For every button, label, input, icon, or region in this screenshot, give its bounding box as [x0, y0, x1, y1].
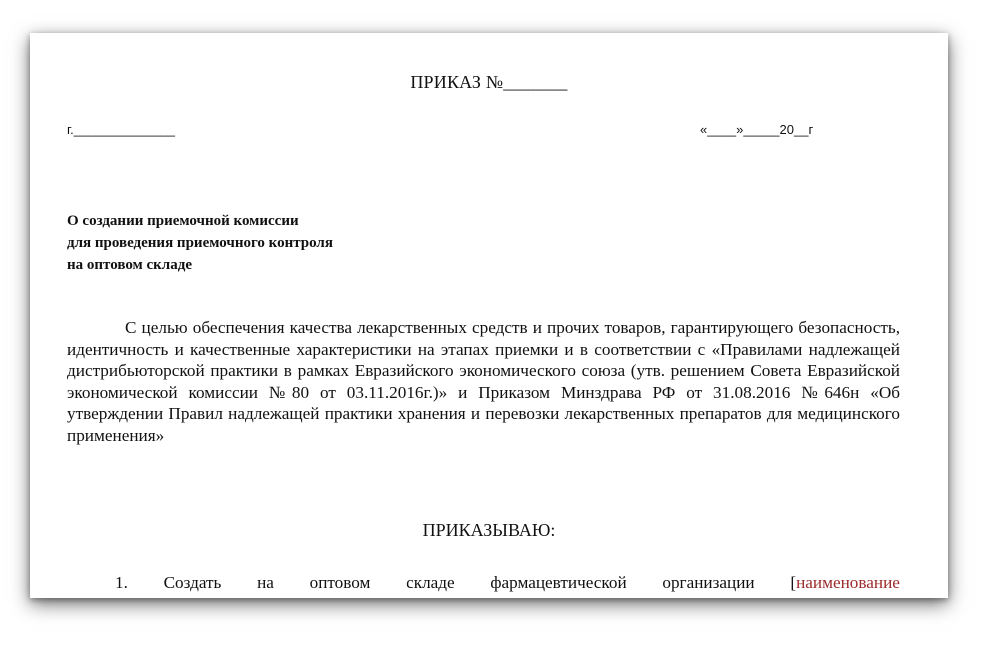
bracket-open: [ — [790, 573, 797, 592]
order-subject — [67, 210, 333, 276]
order-title: ПРИКАЗ №_______ — [410, 72, 568, 92]
item-word: фармацевтической — [490, 573, 627, 592]
date-field: «____»_____20__г — [700, 122, 814, 137]
list-item — [115, 573, 900, 593]
order-heading: ПРИКАЗЫВАЮ: — [422, 520, 556, 540]
city-field: г.______________ — [67, 122, 175, 137]
subject-line: для проведения приемочного контроля — [67, 235, 333, 251]
item-number: 1. — [115, 573, 128, 592]
item-word: на — [257, 573, 274, 592]
item-word: Создать — [163, 573, 222, 592]
item-word: оптовом — [309, 573, 371, 592]
placeholder-field — [790, 573, 900, 593]
placeholder-text: наименование — [796, 573, 900, 592]
document-page — [30, 33, 948, 598]
subject-line: О создании приемочной комиссии — [67, 213, 299, 229]
preamble-paragraph: С целью обеспечения качества лекарственных средств и прочих товаров, гарантирующего безопасность, идентичность и качественные характеристики на этапах приемки и в соответствии с «Правилами надлежащей дистрибьюторской практики в рамках Евразийского экономического союза (утв. решением Совета Евразийской экономической комиссии №80 от 03.11.2016г.)» и Приказом Минздрава РФ от 31.08.2016 №646н «Об утверждении Правил надлежащей практики хранения и перевозки лекарственных препаратов для медицинского применения» — [67, 318, 900, 445]
item-word: организации — [662, 573, 755, 592]
item-word: складе — [406, 573, 455, 592]
subject-line: на оптовом складе — [67, 257, 192, 273]
